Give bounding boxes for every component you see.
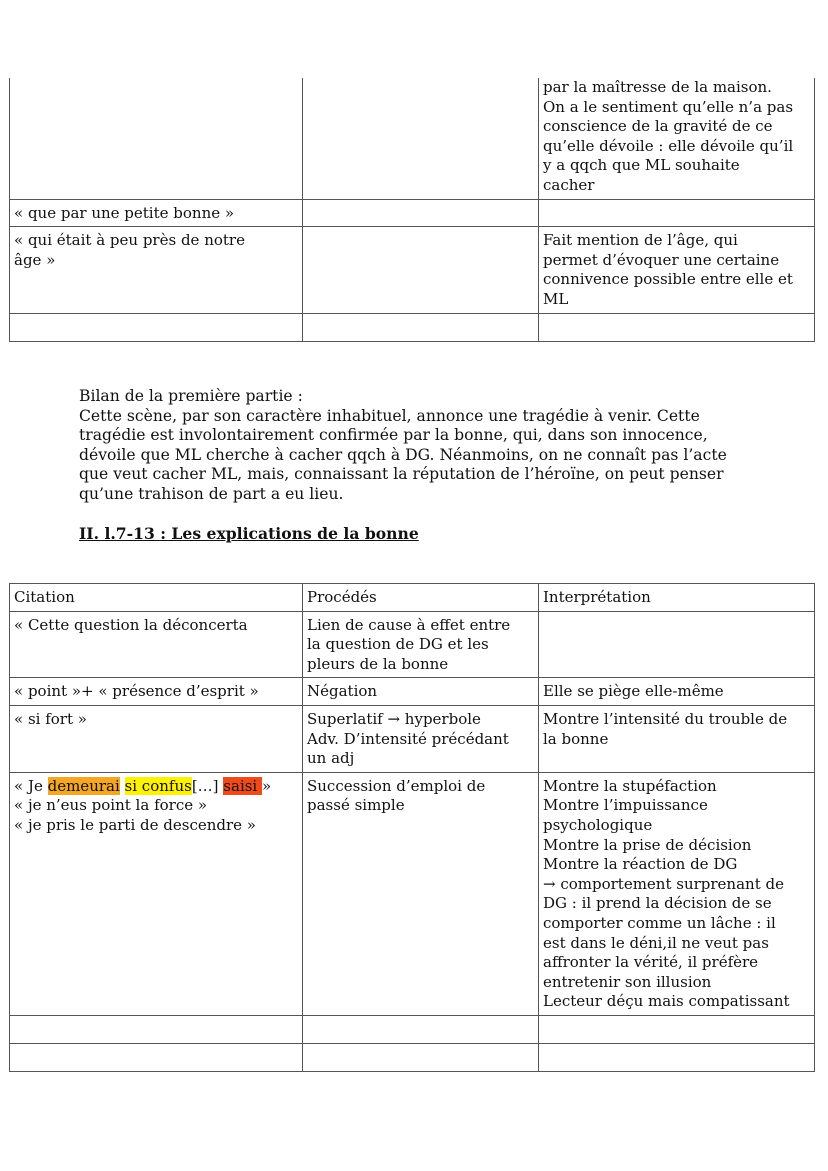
table-header-row xyxy=(10,584,815,612)
text-line: Superlatif → hyperbole xyxy=(307,709,481,728)
interpretation-cell xyxy=(539,678,815,706)
text-line: permet d’évoquer une certaine xyxy=(543,250,780,269)
table-row xyxy=(10,199,815,227)
text-line: Négation xyxy=(307,682,378,701)
table-row xyxy=(10,611,815,678)
text-line: la bonne xyxy=(543,729,609,748)
text-line: Lien de cause à effet entre xyxy=(307,615,511,634)
procedes-cell xyxy=(303,1015,539,1043)
text-line: cacher xyxy=(543,175,595,194)
text-line: entretenir son illusion xyxy=(543,972,712,991)
header-interpretation: Interprétation xyxy=(539,584,815,612)
interpretation-cell xyxy=(539,227,815,313)
procedes-cell xyxy=(303,611,539,678)
citation-cell xyxy=(10,705,303,772)
text-line: Succession d’emploi de xyxy=(307,776,486,795)
interpretation-cell xyxy=(539,611,815,678)
text-line: y a qqch que ML souhaite xyxy=(543,156,740,175)
text-line: âge » xyxy=(14,250,56,269)
procedes-cell xyxy=(303,1043,539,1071)
highlight-red: saisi xyxy=(223,776,262,795)
citation-cell xyxy=(10,313,303,341)
interpretation-cell xyxy=(539,1015,815,1043)
text-line: passé simple xyxy=(307,796,405,815)
highlight-yellow: si confus xyxy=(124,776,192,795)
citation-cell xyxy=(10,78,303,199)
interpretation-cell xyxy=(539,772,815,1015)
interpretation-cell xyxy=(539,313,815,341)
highlighted-quote-line xyxy=(14,777,298,797)
header-procedes: Procédés xyxy=(303,584,539,612)
table-row xyxy=(10,772,815,1015)
table-row xyxy=(10,678,815,706)
text-line: Adv. D’intensité précédant xyxy=(307,729,509,748)
table-row xyxy=(10,705,815,772)
text-line: ML xyxy=(543,289,569,308)
quote-mid: […] xyxy=(191,776,224,795)
citation-cell xyxy=(10,1043,303,1071)
text-line: « si fort » xyxy=(14,709,87,728)
text-line: On a le sentiment qu’elle n’a pas xyxy=(543,97,794,116)
table-row xyxy=(10,78,815,199)
text-line: est dans le déni,il ne veut pas xyxy=(543,933,769,952)
table-row-empty xyxy=(10,313,815,341)
procedes-cell xyxy=(303,313,539,341)
table-row-empty xyxy=(10,1043,815,1071)
text-line: Cette scène, par son caractère inhabituel, annonce une tragédie à venir. Cette xyxy=(79,406,700,425)
text-line: « qui était à peu près de notre xyxy=(14,231,245,250)
interpretation-cell xyxy=(539,199,815,227)
text-line: Montre la réaction de DG xyxy=(543,855,738,874)
text-line: « point »+ « présence d’esprit » xyxy=(14,682,259,701)
text-line: « je n’eus point la force » xyxy=(14,796,208,815)
text-line: par la maîtresse de la maison. xyxy=(543,78,772,96)
procedes-cell xyxy=(303,78,539,199)
procedes-cell xyxy=(303,678,539,706)
header-citation: Citation xyxy=(10,584,303,612)
text-line: Montre la prise de décision xyxy=(543,835,752,854)
text-line: qu’une trahison de part a eu lieu. xyxy=(79,484,344,503)
procedes-cell xyxy=(303,705,539,772)
text-line: DG : il prend la décision de se xyxy=(543,894,772,913)
text-line: comporter comme un lâche : il xyxy=(543,913,776,932)
text-line: Fait mention de l’âge, qui xyxy=(543,231,738,250)
citation-cell xyxy=(10,678,303,706)
text-line: affronter la vérité, il préfère xyxy=(543,953,759,972)
analysis-table-part1 xyxy=(9,78,815,342)
highlight-orange: demeurai xyxy=(47,776,120,795)
spacer xyxy=(120,777,125,795)
analysis-table-part2 xyxy=(9,583,815,1072)
quote-suffix: » xyxy=(262,776,272,795)
text-line: → comportement surprenant de xyxy=(543,874,784,893)
interpretation-cell xyxy=(539,1043,815,1071)
text-line: que veut cacher ML, mais, connaissant la réputation de l’héroïne, on peut penser xyxy=(79,465,724,484)
procedes-cell xyxy=(303,227,539,313)
table-row xyxy=(10,227,815,313)
text-line: Elle se piège elle-même xyxy=(543,682,724,701)
text-line: Montre la stupéfaction xyxy=(543,776,717,795)
text-line: Montre l’intensité du trouble de xyxy=(543,709,788,728)
text-line: « Cette question la déconcerta xyxy=(14,615,248,634)
text-line: « je pris le parti de descendre » xyxy=(14,815,256,834)
procedes-cell xyxy=(303,772,539,1015)
interpretation-cell xyxy=(539,78,815,199)
text-line: tragédie est involontairement confirmée par la bonne, qui, dans son innocence, xyxy=(79,426,708,445)
text-line: Lecteur déçu mais compatissant xyxy=(543,992,790,1011)
interpretation-cell xyxy=(539,705,815,772)
citation-cell xyxy=(10,227,303,313)
text-line: la question de DG et les xyxy=(307,635,489,654)
quote-prefix: « Je xyxy=(14,776,48,795)
text-line: Montre l’impuissance xyxy=(543,796,708,815)
citation-cell: « que par une petite bonne » xyxy=(10,199,303,227)
text-line: pleurs de la bonne xyxy=(307,654,449,673)
text-line: conscience de la gravité de ce xyxy=(543,117,773,136)
text-line: qu’elle dévoile : elle dévoile qu’il xyxy=(543,136,794,155)
citation-cell xyxy=(10,772,303,1015)
table-row-empty xyxy=(10,1015,815,1043)
bilan-title: Bilan de la première partie : xyxy=(79,387,303,405)
text-line: connivence possible entre elle et xyxy=(543,270,793,289)
text-line: un adj xyxy=(307,749,355,768)
procedes-cell xyxy=(303,199,539,227)
bilan-paragraph xyxy=(79,387,769,505)
section-heading: II. l.7-13 : Les explications de la bonne xyxy=(79,524,419,543)
text-line: dévoile que ML cherche à cacher qqch à DG. Néanmoins, on ne connaît pas l’acte xyxy=(79,445,727,464)
text-line: psychologique xyxy=(543,815,653,834)
citation-cell xyxy=(10,611,303,678)
citation-cell xyxy=(10,1015,303,1043)
